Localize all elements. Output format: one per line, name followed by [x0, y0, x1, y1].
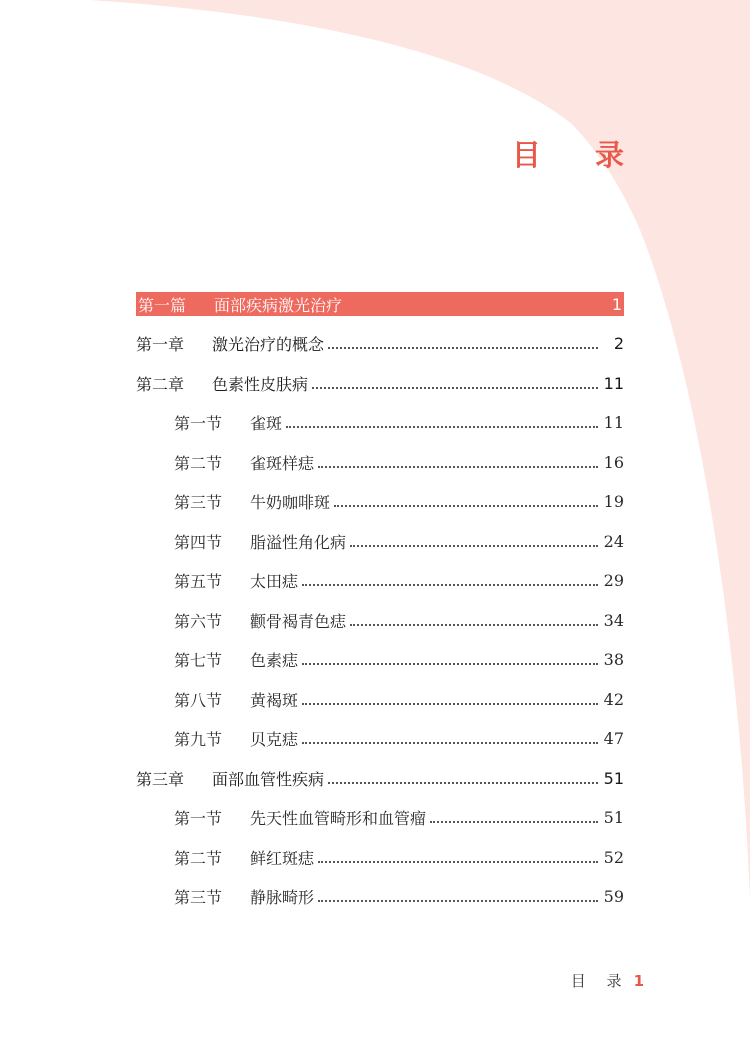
toc-entry-title: 静脉畸形: [250, 887, 315, 907]
toc-entry-page: 52: [603, 847, 624, 867]
toc-entry-number: 第三章: [136, 769, 185, 789]
toc-entry-title: 黄褐斑: [250, 690, 299, 710]
toc-entry-title: 色素性皮肤病: [212, 374, 309, 394]
toc-leader-dots: [318, 861, 598, 863]
toc-entry-number: 第一节: [174, 808, 223, 828]
toc-entry-title: 贝克痣: [250, 729, 299, 749]
toc-entry-number: 第一节: [174, 413, 223, 433]
toc-entry-number: 第二节: [174, 848, 223, 868]
toc-entry-section[interactable]: [174, 805, 624, 829]
toc-entry-number: 第六节: [174, 611, 223, 631]
toc-entry-page: 59: [603, 886, 624, 906]
toc-entry-section[interactable]: [174, 608, 624, 632]
toc-entry-title: 面部血管性疾病: [212, 769, 325, 789]
toc-entry-chapter[interactable]: [136, 371, 624, 395]
toc-entry-page: 1: [611, 294, 622, 314]
toc-entry-page: 51: [603, 768, 624, 788]
toc-entry-number: 第三节: [174, 492, 223, 512]
toc-entry-title: 太田痣: [250, 571, 299, 591]
toc-leader-dots: [302, 663, 598, 665]
toc-entry-number: 第八节: [174, 690, 223, 710]
toc-leader-dots: [334, 505, 598, 507]
toc-entry-page: 11: [603, 373, 624, 393]
toc-entry-title: 面部疾病激光治疗: [214, 295, 343, 315]
toc-entry-number: 第一篇: [138, 295, 187, 315]
toc-leader-dots: [350, 624, 598, 626]
toc-entry-number: 第九节: [174, 729, 223, 749]
toc-entry-page: 42: [603, 689, 624, 709]
toc-entry-page: 47: [603, 728, 624, 748]
footer-label: 目 录: [570, 972, 630, 990]
toc-entry-number: 第三节: [174, 887, 223, 907]
toc-entry-page: 16: [603, 452, 624, 472]
toc-leader-dots: [302, 584, 598, 586]
toc-leader-dots: [328, 782, 598, 784]
toc-entry-title: 色素痣: [250, 650, 299, 670]
page-title: 目 录: [511, 138, 646, 172]
toc-leader-dots: [302, 742, 598, 744]
toc-entry-section[interactable]: [174, 687, 624, 711]
toc-entry-title: 颧骨褐青色痣: [250, 611, 347, 631]
toc-leader-dots: [318, 466, 598, 468]
footer-page-number: 1: [633, 972, 644, 990]
toc-entry-part[interactable]: [136, 292, 624, 316]
toc-entry-page: 38: [603, 649, 624, 669]
toc-entry-section[interactable]: [174, 450, 624, 474]
toc-entry-title: 鲜红斑痣: [250, 848, 315, 868]
toc-entry-section[interactable]: [174, 884, 624, 908]
toc-entry-page: 34: [603, 610, 624, 630]
page-footer: [571, 970, 644, 991]
toc-leader-dots: [430, 821, 598, 823]
toc-entry-title: 雀斑: [250, 413, 283, 433]
toc-entry-page: 51: [603, 807, 624, 827]
toc-entry-page: 11: [603, 412, 624, 432]
toc-entry-number: 第四节: [174, 532, 223, 552]
toc-entry-chapter[interactable]: [136, 766, 624, 790]
toc-entry-section[interactable]: [174, 647, 624, 671]
toc-entry-number: 第五节: [174, 571, 223, 591]
toc-entry-page: 2: [613, 333, 624, 353]
toc-entry-number: 第七节: [174, 650, 223, 670]
toc-entry-page: 29: [603, 570, 624, 590]
toc-leader-dots: [318, 900, 598, 902]
toc-entry-title: 牛奶咖啡斑: [250, 492, 331, 512]
toc-entry-title: 先天性血管畸形和血管瘤: [250, 808, 427, 828]
toc-entry-title: 雀斑样痣: [250, 453, 315, 473]
toc-entry-page: 19: [603, 491, 624, 511]
toc-leader-dots: [328, 347, 598, 349]
toc-leader-dots: [350, 545, 598, 547]
toc-entry-section[interactable]: [174, 726, 624, 750]
toc-entry-title: 脂溢性角化病: [250, 532, 347, 552]
toc-entry-page: 24: [603, 531, 624, 551]
toc-entry-section[interactable]: [174, 845, 624, 869]
toc-leader-dots: [302, 703, 598, 705]
toc-leader-dots: [286, 426, 598, 428]
toc-entry-title: 激光治疗的概念: [212, 334, 325, 354]
toc-entry-section[interactable]: [174, 529, 624, 553]
toc-entry-section[interactable]: [174, 568, 624, 592]
toc-entry-number: 第二章: [136, 374, 185, 394]
toc-entry-section[interactable]: [174, 410, 624, 434]
toc-entry-number: 第一章: [136, 334, 185, 354]
toc-entry-number: 第二节: [174, 453, 223, 473]
toc-leader-dots: [312, 387, 598, 389]
toc-entry-chapter[interactable]: [136, 331, 624, 355]
toc-entry-section[interactable]: [174, 489, 624, 513]
